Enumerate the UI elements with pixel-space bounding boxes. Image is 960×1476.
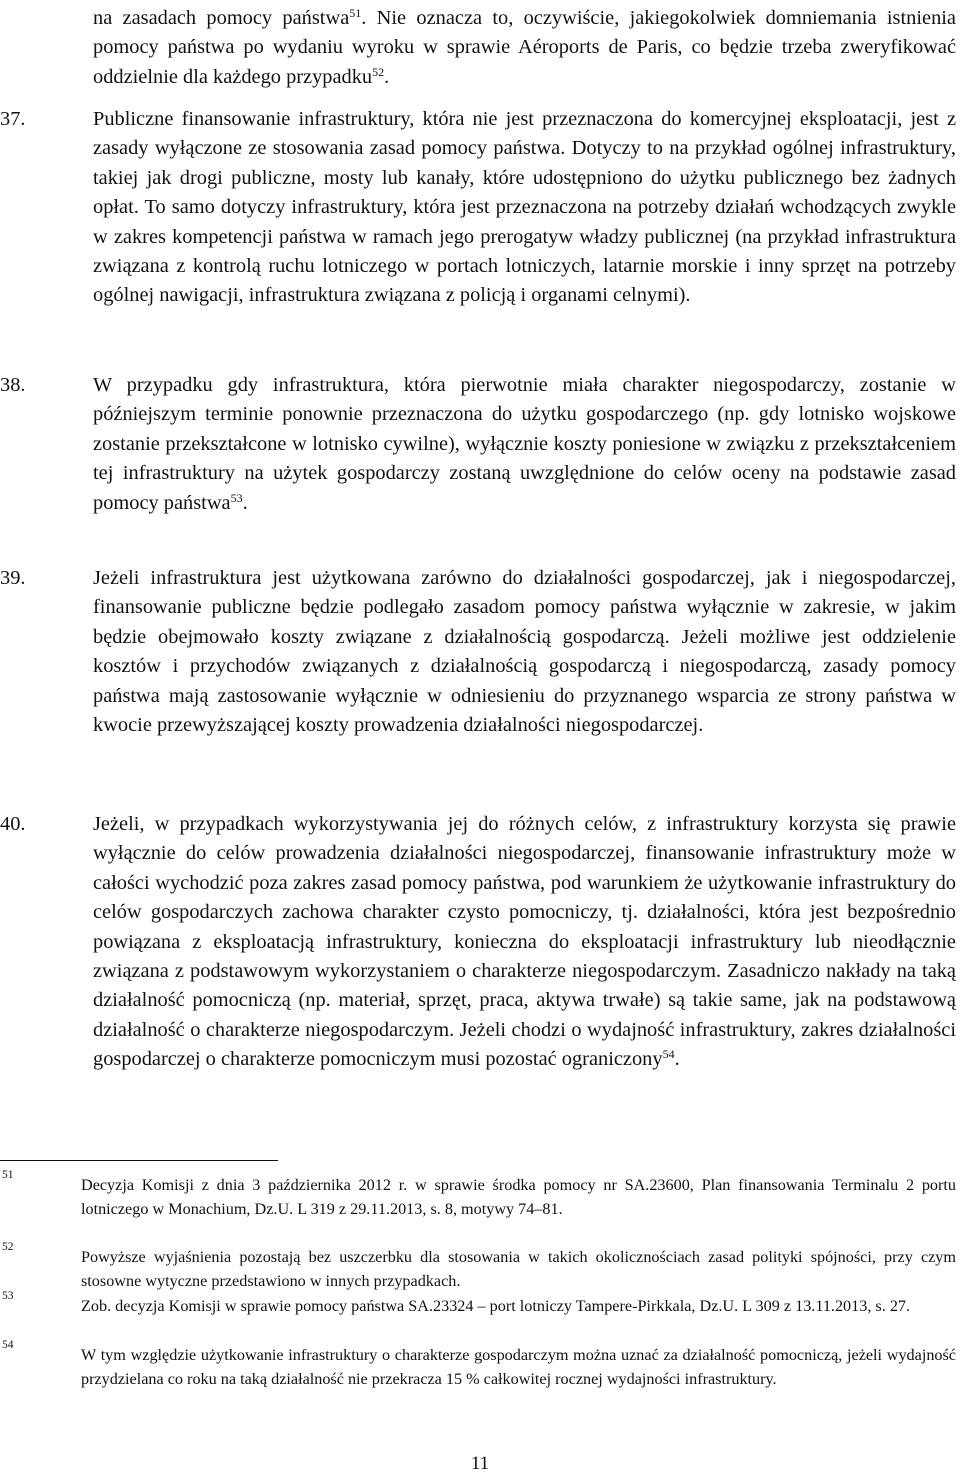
paragraph-number: 37. <box>0 108 26 130</box>
footnote-ref-52[interactable]: 52 <box>372 64 385 79</box>
page-number: 11 <box>470 1453 490 1474</box>
continued-paragraph <box>93 4 956 92</box>
paragraph-number: 38. <box>0 374 26 396</box>
paragraph-text <box>93 371 956 518</box>
paragraph-text: Jeżeli infrastruktura jest użytkowana zarówno do działalności gospodarczej, jak i niegospodarczej, finansowanie publiczne będzie podlegało zasadom pomocy państwa wyłącznie w zakresie, w jakim będzie obejmowało koszty związane z działalnością gospodarczą. Jeżeli możliwe jest oddzielenie kosztów i przychodów związanych z działalnością gospodarczą i niegospodarczą, zasady pomocy państwa mają zastosowanie wyłącznie w odniesieniu do przyznanego wsparcia ze strony państwa w kwocie przewyższającej koszty prowadzenia działalności niegospodarczej. <box>93 567 956 737</box>
footnote-number: 52 <box>2 1241 14 1253</box>
continued-text-part-2: . Nie oznacza to, oczywiście, jakiegokolwiek domniemania istnienia pomocy państwa po wydaniu wyroku w sprawie Aéroports de Paris, co będzie trzeba zweryfikować oddzielnie dla każdego przypadku <box>93 7 956 88</box>
footnote-text: Decyzja Komisji z dnia 3 października 2012 r. w sprawie środka pomocy nr SA.23600, Plan finansowania Terminalu 2 portu lotniczego w Monachium, Dz.U. L 319 z 29.11.2013, s. 8, motywy 74–81. <box>81 1176 956 1218</box>
footnote-ref-54[interactable]: 54 <box>662 1047 675 1062</box>
paragraph-body: W przypadku gdy infrastruktura, która pierwotnie miała charakter niegospodarczy, zostanie w późniejszym terminie ponownie przeznaczona do użytku gospodarczego (np. gdy lotnisko wojskowe zostanie przekształcone w lotnisko cywilne), wyłącznie koszty poniesione w związku z przekształceniem tej infrastruktury na użytek gospodarczy zostaną uwzględnione do celów oceny na podstawie zasad pomocy państwa <box>93 374 956 514</box>
paragraph-number: 39. <box>0 567 26 589</box>
footnote-text: Powyższe wyjaśnienia pozostają bez uszczerbku dla stosowania w takich okolicznościach zasad polityki spójności, przy czym stosowne wytyczne przedstawiono w innych przypadkach. <box>81 1248 956 1290</box>
footnote-ref-51[interactable]: 51 <box>349 5 362 20</box>
continued-text-end: . <box>384 65 390 88</box>
footnote-number: 54 <box>2 1339 14 1351</box>
footnote-separator <box>0 1160 278 1161</box>
footnote-number: 51 <box>2 1169 14 1181</box>
paragraph-body: Jeżeli, w przypadkach wykorzystywania jej do różnych celów, z infrastruktury korzysta się prawie wyłącznie do celów prowadzenia działalności niegospodarczej, finansowanie infrastruktury może w całości wychodzić poza zakres zasad pomocy państwa, pod warunkiem że użytkowanie infrastruktury do celów gospodarczych zachowa charakter czysto pomocniczy, tj. działalności, która jest bezpośrednio powiązana z eksploatacją infrastruktury, konieczna do eksploatacji infrastruktury lub nieodłącznie związana z podstawowym wykorzystaniem o charakterze niegospodarczym. Zasadniczo nakłady na taką działalność pomocniczą (np. materiał, sprzęt, praca, aktywa trwałe) są takie same, jak na podstawową działalność o charakterze niegospodarczym. Jeżeli chodzi o wydajność infrastruktury, zakres działalności gospodarczej o charakterze pomocniczym musi pozostać ograniczony <box>93 813 956 1071</box>
paragraph-text: Publiczne finansowanie infrastruktury, która nie jest przeznaczona do komercyjnej eksploatacji, jest z zasady wyłączone ze stosowania zasad pomocy państwa. Dotyczy to na przykład ogólnej infrastruktury, takiej jak drogi publiczne, mosty lub kanały, które udostępniono do użytku publicznego bez żadnych opłat. To samo dotyczy infrastruktury, która jest przeznaczona na potrzeby działań wchodzących zwykle w zakres kompetencji państwa w ramach jego prerogatyw władzy publicznej (na przykład infrastruktura związana z kontrolą ruchu lotniczego w portach lotniczych, latarnie morskie i inny sprzęt na potrzeby ogólnej nawigacji, infrastruktura związana z policją i organami celnymi). <box>93 108 956 307</box>
continued-text-part-1: na zasadach pomocy państwa <box>93 7 350 29</box>
paragraph-end: . <box>674 1048 680 1071</box>
footnote-text: Zob. decyzja Komisji w sprawie pomocy państwa SA.23324 – port lotniczy Tampere-Pirkkala, Dz.U. L 309 z 13.11.2013, s. 27. <box>81 1297 911 1315</box>
paragraph-end: . <box>242 491 248 514</box>
paragraph-text <box>93 810 956 1075</box>
footnote-text: W tym względzie użytkowanie infrastruktury o charakterze gospodarczym można uznać za działalność pomocniczą, jeżeli wydajność przydzielana co roku na taką działalność nie przekracza 15 % całkowitej rocznej wydajności infrastruktury. <box>81 1346 956 1388</box>
footnote-number: 53 <box>2 1290 14 1302</box>
footnote-ref-53[interactable]: 53 <box>230 490 243 505</box>
paragraph-number: 40. <box>0 813 26 835</box>
